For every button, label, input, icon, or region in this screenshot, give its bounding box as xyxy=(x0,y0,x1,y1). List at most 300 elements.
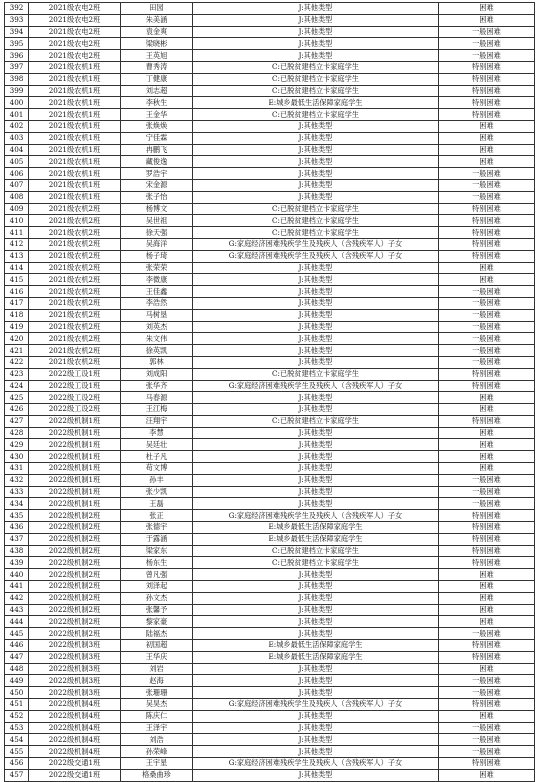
student-name-cell: 袁金爽 xyxy=(121,26,193,38)
difficulty-level-cell: 一般困难 xyxy=(439,179,535,191)
student-name-cell: 赵海 xyxy=(121,675,193,687)
table-row xyxy=(5,250,535,262)
difficulty-type-cell: J:其他类型 xyxy=(193,722,439,734)
class-cell: 2021级农机1班 xyxy=(29,120,121,132)
table-row xyxy=(5,286,535,298)
student-name-cell: 徐天强 xyxy=(121,227,193,239)
difficulty-level-cell: 困难 xyxy=(439,569,535,581)
difficulty-type-cell: J:其他类型 xyxy=(193,675,439,687)
difficulty-level-cell: 困难 xyxy=(439,663,535,675)
student-name-cell: 藏俊逸 xyxy=(121,156,193,168)
table-row xyxy=(5,463,535,475)
row-number-cell: 424 xyxy=(5,380,29,392)
row-number-cell: 400 xyxy=(5,97,29,109)
row-number-cell: 425 xyxy=(5,392,29,404)
table-row xyxy=(5,415,535,427)
table-row xyxy=(5,651,535,663)
student-name-cell: 张馨予 xyxy=(121,604,193,616)
difficulty-level-cell: 特别困难 xyxy=(439,368,535,380)
row-number-cell: 393 xyxy=(5,14,29,26)
class-cell: 2021级农机1班 xyxy=(29,97,121,109)
student-name-cell: 王金华 xyxy=(121,109,193,121)
difficulty-level-cell: 一般困难 xyxy=(439,498,535,510)
difficulty-level-cell: 一般困难 xyxy=(439,321,535,333)
student-name-cell: 张正 xyxy=(121,510,193,522)
student-name-cell: 李秋生 xyxy=(121,97,193,109)
difficulty-type-cell: G:家庭经济困难残疾学生及残疾人（含残疾军人）子女 xyxy=(193,250,439,262)
row-number-cell: 399 xyxy=(5,85,29,97)
difficulty-type-cell: J:其他类型 xyxy=(193,144,439,156)
row-number-cell: 396 xyxy=(5,50,29,62)
class-cell: 2021级农机1班 xyxy=(29,61,121,73)
class-cell: 2021级农机2班 xyxy=(29,227,121,239)
class-cell: 2021级农机2班 xyxy=(29,262,121,274)
difficulty-level-cell: 困难 xyxy=(439,156,535,168)
table-row xyxy=(5,179,535,191)
difficulty-type-cell: J:其他类型 xyxy=(193,392,439,404)
student-name-cell: 李微康 xyxy=(121,274,193,286)
row-number-cell: 395 xyxy=(5,38,29,50)
table-row xyxy=(5,746,535,758)
table-row xyxy=(5,215,535,227)
table-row xyxy=(5,769,535,781)
class-cell: 2022级机制2班 xyxy=(29,545,121,557)
table-row xyxy=(5,734,535,746)
row-number-cell: 417 xyxy=(5,297,29,309)
difficulty-level-cell: 特别困难 xyxy=(439,557,535,569)
student-name-cell: 杨博文 xyxy=(121,203,193,215)
difficulty-type-cell: J:其他类型 xyxy=(193,498,439,510)
difficulty-level-cell: 特别困难 xyxy=(439,533,535,545)
difficulty-level-cell: 特别困难 xyxy=(439,380,535,392)
difficulty-type-cell: E:城乡最低生活保障家庭学生 xyxy=(193,651,439,663)
difficulty-level-cell: 困难 xyxy=(439,132,535,144)
student-name-cell: 罗浩宇 xyxy=(121,168,193,180)
difficulty-type-cell: J:其他类型 xyxy=(193,26,439,38)
row-number-cell: 432 xyxy=(5,474,29,486)
row-number-cell: 402 xyxy=(5,120,29,132)
class-cell: 2022级机制3班 xyxy=(29,640,121,652)
difficulty-level-cell: 一般困难 xyxy=(439,356,535,368)
student-name-cell: 杨子琦 xyxy=(121,250,193,262)
student-name-cell: 吴昊杰 xyxy=(121,699,193,711)
row-number-cell: 414 xyxy=(5,262,29,274)
difficulty-type-cell: C:已脱贫建档立卡家庭学生 xyxy=(193,203,439,215)
class-cell: 2022级机制1班 xyxy=(29,439,121,451)
difficulty-type-cell: C:已脱贫建档立卡家庭学生 xyxy=(193,109,439,121)
table-row xyxy=(5,356,535,368)
difficulty-type-cell: C:已脱贫建档立卡家庭学生 xyxy=(193,227,439,239)
class-cell: 2022级机制3班 xyxy=(29,687,121,699)
difficulty-level-cell: 困难 xyxy=(439,769,535,781)
table-row xyxy=(5,628,535,640)
row-number-cell: 427 xyxy=(5,415,29,427)
difficulty-type-cell: J:其他类型 xyxy=(193,616,439,628)
difficulty-type-cell: C:已脱贫建档立卡家庭学生 xyxy=(193,215,439,227)
student-name-cell: 朱文伟 xyxy=(121,333,193,345)
row-number-cell: 442 xyxy=(5,592,29,604)
student-name-cell: 刘成阳 xyxy=(121,368,193,380)
table-row xyxy=(5,168,535,180)
difficulty-type-cell: J:其他类型 xyxy=(193,168,439,180)
table-row xyxy=(5,73,535,85)
row-number-cell: 428 xyxy=(5,427,29,439)
difficulty-type-cell: E:城乡最低生活保障家庭学生 xyxy=(193,533,439,545)
difficulty-level-cell: 困难 xyxy=(439,120,535,132)
difficulty-type-cell: G:家庭经济困难残疾学生及残疾人（含残疾军人）子女 xyxy=(193,758,439,770)
difficulty-type-cell: J:其他类型 xyxy=(193,309,439,321)
class-cell: 2021级农机1班 xyxy=(29,73,121,85)
class-cell: 2021级农机2班 xyxy=(29,321,121,333)
table-row xyxy=(5,109,535,121)
class-cell: 2022级机制1班 xyxy=(29,498,121,510)
difficulty-type-cell: J:其他类型 xyxy=(193,179,439,191)
class-cell: 2022级机制2班 xyxy=(29,616,121,628)
row-number-cell: 441 xyxy=(5,581,29,593)
difficulty-level-cell: 一般困难 xyxy=(439,687,535,699)
student-name-cell: 张德宇 xyxy=(121,522,193,534)
difficulty-level-cell: 困难 xyxy=(439,463,535,475)
difficulty-type-cell: J:其他类型 xyxy=(193,710,439,722)
difficulty-type-cell: J:其他类型 xyxy=(193,734,439,746)
class-cell: 2021级农机2班 xyxy=(29,297,121,309)
class-cell: 2022级机制2班 xyxy=(29,522,121,534)
difficulty-level-cell: 一般困难 xyxy=(439,168,535,180)
difficulty-level-cell: 困难 xyxy=(439,616,535,628)
student-name-cell: 汪翔宇 xyxy=(121,415,193,427)
row-number-cell: 456 xyxy=(5,758,29,770)
table-row xyxy=(5,569,535,581)
class-cell: 2021级农机1班 xyxy=(29,132,121,144)
difficulty-type-cell: J:其他类型 xyxy=(193,451,439,463)
table-body xyxy=(5,3,535,782)
difficulty-level-cell: 特别困难 xyxy=(439,250,535,262)
class-cell: 2022级机制2班 xyxy=(29,569,121,581)
table-row xyxy=(5,486,535,498)
difficulty-type-cell: J:其他类型 xyxy=(193,663,439,675)
row-number-cell: 439 xyxy=(5,557,29,569)
difficulty-type-cell: J:其他类型 xyxy=(193,14,439,26)
student-name-cell: 王泽宇 xyxy=(121,722,193,734)
difficulty-type-cell: J:其他类型 xyxy=(193,286,439,298)
row-number-cell: 406 xyxy=(5,168,29,180)
table-row xyxy=(5,345,535,357)
row-number-cell: 412 xyxy=(5,238,29,250)
table-row xyxy=(5,238,535,250)
row-number-cell: 423 xyxy=(5,368,29,380)
student-name-cell: 陆福杰 xyxy=(121,628,193,640)
table-row xyxy=(5,533,535,545)
difficulty-level-cell: 困难 xyxy=(439,581,535,593)
row-number-cell: 446 xyxy=(5,640,29,652)
class-cell: 2021级农电2班 xyxy=(29,50,121,62)
class-cell: 2022级机制2班 xyxy=(29,557,121,569)
difficulty-type-cell: J:其他类型 xyxy=(193,356,439,368)
table-row xyxy=(5,498,535,510)
student-name-cell: 张少凯 xyxy=(121,486,193,498)
row-number-cell: 447 xyxy=(5,651,29,663)
difficulty-level-cell: 一般困难 xyxy=(439,38,535,50)
row-number-cell: 445 xyxy=(5,628,29,640)
difficulty-level-cell: 困难 xyxy=(439,3,535,15)
class-cell: 2021级农机2班 xyxy=(29,215,121,227)
student-name-cell: 王英旭 xyxy=(121,50,193,62)
difficulty-type-cell: E:城乡最低生活保障家庭学生 xyxy=(193,97,439,109)
difficulty-level-cell: 特别困难 xyxy=(439,651,535,663)
difficulty-level-cell: 一般困难 xyxy=(439,50,535,62)
class-cell: 2022级机制4班 xyxy=(29,710,121,722)
table-row xyxy=(5,3,535,15)
table-row xyxy=(5,545,535,557)
table-row xyxy=(5,321,535,333)
difficulty-level-cell: 特别困难 xyxy=(439,522,535,534)
student-name-cell: 杨东生 xyxy=(121,557,193,569)
class-cell: 2022级机制1班 xyxy=(29,451,121,463)
class-cell: 2022级工设2班 xyxy=(29,392,121,404)
table-row xyxy=(5,439,535,451)
difficulty-level-cell: 一般困难 xyxy=(439,486,535,498)
row-number-cell: 429 xyxy=(5,439,29,451)
student-name-cell: 马春源 xyxy=(121,392,193,404)
difficulty-level-cell: 一般困难 xyxy=(439,345,535,357)
class-cell: 2021级农机2班 xyxy=(29,250,121,262)
student-name-cell: 苟文博 xyxy=(121,463,193,475)
difficulty-type-cell: E:城乡最低生活保障家庭学生 xyxy=(193,522,439,534)
class-cell: 2022级机制1班 xyxy=(29,427,121,439)
class-cell: 2022级机制4班 xyxy=(29,699,121,711)
table-row xyxy=(5,85,535,97)
difficulty-type-cell: C:已脱贫建档立卡家庭学生 xyxy=(193,85,439,97)
row-number-cell: 448 xyxy=(5,663,29,675)
row-number-cell: 457 xyxy=(5,769,29,781)
difficulty-level-cell: 困难 xyxy=(439,14,535,26)
difficulty-level-cell: 特别困难 xyxy=(439,640,535,652)
row-number-cell: 416 xyxy=(5,286,29,298)
difficulty-type-cell: J:其他类型 xyxy=(193,321,439,333)
table-row xyxy=(5,309,535,321)
student-name-cell: 张华齐 xyxy=(121,380,193,392)
difficulty-level-cell: 困难 xyxy=(439,274,535,286)
student-name-cell: 张珊珊 xyxy=(121,687,193,699)
class-cell: 2022级机制2班 xyxy=(29,581,121,593)
difficulty-type-cell: C:已脱贫建档立卡家庭学生 xyxy=(193,368,439,380)
class-cell: 2022级机制3班 xyxy=(29,663,121,675)
difficulty-type-cell: J:其他类型 xyxy=(193,474,439,486)
table-row xyxy=(5,26,535,38)
difficulty-level-cell: 一般困难 xyxy=(439,191,535,203)
difficulty-level-cell: 一般困难 xyxy=(439,722,535,734)
difficulty-type-cell: J:其他类型 xyxy=(193,191,439,203)
table-row xyxy=(5,227,535,239)
class-cell: 2021级农电2班 xyxy=(29,38,121,50)
student-name-cell: 田园 xyxy=(121,3,193,15)
table-row xyxy=(5,522,535,534)
table-row xyxy=(5,38,535,50)
class-cell: 2022级机制2班 xyxy=(29,604,121,616)
difficulty-type-cell: J:其他类型 xyxy=(193,262,439,274)
difficulty-level-cell: 困难 xyxy=(439,404,535,416)
row-number-cell: 451 xyxy=(5,699,29,711)
class-cell: 2021级农机1班 xyxy=(29,191,121,203)
row-number-cell: 419 xyxy=(5,321,29,333)
student-name-cell: 刘泽起 xyxy=(121,581,193,593)
difficulty-type-cell: J:其他类型 xyxy=(193,604,439,616)
table-row xyxy=(5,120,535,132)
class-cell: 2021级农机1班 xyxy=(29,179,121,191)
class-cell: 2022级交通1班 xyxy=(29,769,121,781)
student-name-cell: 孙文杰 xyxy=(121,592,193,604)
difficulty-level-cell: 困难 xyxy=(439,427,535,439)
table-row xyxy=(5,557,535,569)
table-row xyxy=(5,404,535,416)
difficulty-type-cell: J:其他类型 xyxy=(193,38,439,50)
difficulty-type-cell: J:其他类型 xyxy=(193,120,439,132)
table-row xyxy=(5,203,535,215)
table-row xyxy=(5,510,535,522)
student-name-cell: 宋金源 xyxy=(121,179,193,191)
table-row xyxy=(5,191,535,203)
class-cell: 2022级机制2班 xyxy=(29,592,121,604)
difficulty-type-cell: J:其他类型 xyxy=(193,746,439,758)
difficulty-type-cell: C:已脱贫建档立卡家庭学生 xyxy=(193,557,439,569)
row-number-cell: 405 xyxy=(5,156,29,168)
difficulty-type-cell: J:其他类型 xyxy=(193,592,439,604)
difficulty-type-cell: J:其他类型 xyxy=(193,333,439,345)
class-cell: 2021级农机2班 xyxy=(29,203,121,215)
row-number-cell: 444 xyxy=(5,616,29,628)
table-row xyxy=(5,274,535,286)
table-row xyxy=(5,132,535,144)
row-number-cell: 415 xyxy=(5,274,29,286)
class-cell: 2021级农机2班 xyxy=(29,286,121,298)
class-cell: 2021级农机2班 xyxy=(29,309,121,321)
table-row xyxy=(5,50,535,62)
table-row xyxy=(5,663,535,675)
row-number-cell: 422 xyxy=(5,356,29,368)
student-name-cell: 吴海洋 xyxy=(121,238,193,250)
table-row xyxy=(5,474,535,486)
student-name-cell: 王佳鑫 xyxy=(121,286,193,298)
class-cell: 2022级工设1班 xyxy=(29,368,121,380)
student-name-cell: 王宇星 xyxy=(121,758,193,770)
difficulty-level-cell: 一般困难 xyxy=(439,675,535,687)
class-cell: 2021级农机1班 xyxy=(29,85,121,97)
difficulty-type-cell: J:其他类型 xyxy=(193,439,439,451)
row-number-cell: 436 xyxy=(5,522,29,534)
student-name-cell: 吴廷壮 xyxy=(121,439,193,451)
student-name-cell: 曹秀涛 xyxy=(121,61,193,73)
row-number-cell: 420 xyxy=(5,333,29,345)
difficulty-level-cell: 困难 xyxy=(439,262,535,274)
student-name-cell: 李浩然 xyxy=(121,297,193,309)
row-number-cell: 397 xyxy=(5,61,29,73)
table-row xyxy=(5,368,535,380)
difficulty-type-cell: C:已脱贫建档立卡家庭学生 xyxy=(193,73,439,85)
student-name-cell: 孙丰 xyxy=(121,474,193,486)
row-number-cell: 435 xyxy=(5,510,29,522)
student-name-cell: 于露涵 xyxy=(121,533,193,545)
table-row xyxy=(5,758,535,770)
difficulty-type-cell: J:其他类型 xyxy=(193,427,439,439)
student-name-cell: 王江梅 xyxy=(121,404,193,416)
class-cell: 2022级机制3班 xyxy=(29,651,121,663)
student-name-cell: 梁晓彬 xyxy=(121,38,193,50)
difficulty-type-cell: J:其他类型 xyxy=(193,628,439,640)
difficulty-type-cell: G:家庭经济困难残疾学生及残疾人（含残疾军人）子女 xyxy=(193,699,439,711)
class-cell: 2022级工设1班 xyxy=(29,380,121,392)
row-number-cell: 392 xyxy=(5,3,29,15)
student-name-cell: 丁健康 xyxy=(121,73,193,85)
student-name-cell: 徐英凯 xyxy=(121,345,193,357)
difficulty-type-cell: J:其他类型 xyxy=(193,581,439,593)
student-name-cell: 王华庆 xyxy=(121,651,193,663)
difficulty-level-cell: 特别困难 xyxy=(439,227,535,239)
difficulty-type-cell: J:其他类型 xyxy=(193,50,439,62)
class-cell: 2022级机制1班 xyxy=(29,415,121,427)
class-cell: 2021级农机2班 xyxy=(29,345,121,357)
table-row xyxy=(5,97,535,109)
difficulty-level-cell: 特别困难 xyxy=(439,238,535,250)
row-number-cell: 452 xyxy=(5,710,29,722)
class-cell: 2021级农电2班 xyxy=(29,26,121,38)
class-cell: 2022级机制4班 xyxy=(29,734,121,746)
student-name-cell: 孙荣峰 xyxy=(121,746,193,758)
row-number-cell: 454 xyxy=(5,734,29,746)
row-number-cell: 403 xyxy=(5,132,29,144)
row-number-cell: 408 xyxy=(5,191,29,203)
difficulty-type-cell: J:其他类型 xyxy=(193,569,439,581)
row-number-cell: 421 xyxy=(5,345,29,357)
table-row xyxy=(5,262,535,274)
class-cell: 2022级工设2班 xyxy=(29,404,121,416)
student-name-cell: 冉鹏飞 xyxy=(121,144,193,156)
difficulty-level-cell: 困难 xyxy=(439,604,535,616)
row-number-cell: 426 xyxy=(5,404,29,416)
class-cell: 2022级机制2班 xyxy=(29,533,121,545)
class-cell: 2021级农机2班 xyxy=(29,333,121,345)
class-cell: 2022级机制3班 xyxy=(29,675,121,687)
difficulty-level-cell: 一般困难 xyxy=(439,734,535,746)
difficulty-type-cell: J:其他类型 xyxy=(193,132,439,144)
student-name-cell: 张焕焕 xyxy=(121,120,193,132)
difficulty-level-cell: 一般困难 xyxy=(439,333,535,345)
class-cell: 2022级机制1班 xyxy=(29,486,121,498)
table-row xyxy=(5,392,535,404)
row-number-cell: 394 xyxy=(5,26,29,38)
student-name-cell: 马树垦 xyxy=(121,309,193,321)
student-aid-table xyxy=(4,2,535,782)
row-number-cell: 409 xyxy=(5,203,29,215)
row-number-cell: 413 xyxy=(5,250,29,262)
difficulty-level-cell: 特别困难 xyxy=(439,699,535,711)
difficulty-level-cell: 一般困难 xyxy=(439,474,535,486)
row-number-cell: 449 xyxy=(5,675,29,687)
difficulty-level-cell: 困难 xyxy=(439,710,535,722)
difficulty-type-cell: J:其他类型 xyxy=(193,345,439,357)
student-name-cell: 李慧 xyxy=(121,427,193,439)
difficulty-level-cell: 困难 xyxy=(439,144,535,156)
row-number-cell: 438 xyxy=(5,545,29,557)
class-cell: 2021级农机1班 xyxy=(29,168,121,180)
class-cell: 2022级机制2班 xyxy=(29,510,121,522)
difficulty-type-cell: G:家庭经济困难残疾学生及残疾人（含残疾军人）子女 xyxy=(193,238,439,250)
table-row xyxy=(5,616,535,628)
student-name-cell: 杜子凡 xyxy=(121,451,193,463)
table-row xyxy=(5,675,535,687)
class-cell: 2021级农机1班 xyxy=(29,144,121,156)
difficulty-type-cell: J:其他类型 xyxy=(193,486,439,498)
row-number-cell: 418 xyxy=(5,309,29,321)
